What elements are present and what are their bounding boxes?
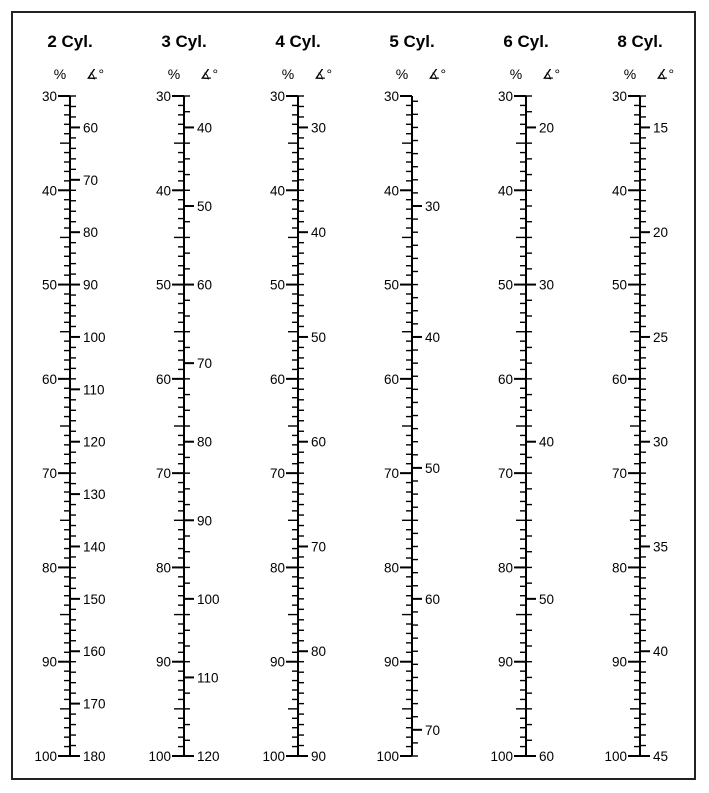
percent-unit-label: %: [395, 66, 409, 82]
percent-label: 90: [383, 654, 399, 670]
angle-label: 90: [83, 277, 99, 293]
percent-label: 80: [383, 560, 399, 576]
percent-label: 50: [497, 277, 513, 293]
percent-label: 100: [34, 749, 57, 764]
angle-label: 60: [311, 434, 327, 450]
percent-label: 90: [611, 654, 627, 670]
percent-unit-label: %: [167, 66, 181, 82]
angle-label: 70: [83, 172, 99, 188]
angle-label: 25: [653, 329, 669, 345]
angle-label: 30: [311, 120, 327, 136]
angle-label: 40: [311, 225, 327, 241]
percent-label: 50: [41, 277, 57, 293]
percent-label: 50: [383, 277, 399, 293]
percent-label: 60: [155, 371, 171, 387]
scale-title: 8 Cyl.: [617, 32, 663, 51]
percent-label: 90: [155, 654, 171, 670]
dwell-angle-unit-label: ∡°: [655, 66, 675, 82]
angle-label: 50: [311, 329, 327, 345]
angle-label: 40: [197, 120, 213, 136]
angle-label: 20: [539, 120, 555, 136]
angle-label: 40: [653, 644, 669, 660]
angle-label: 170: [83, 696, 106, 712]
percent-label: 60: [611, 371, 627, 387]
scale-title: 4 Cyl.: [275, 32, 321, 51]
angle-label: 70: [425, 722, 441, 738]
angle-label: 110: [83, 382, 105, 398]
angle-label: 80: [83, 225, 99, 241]
percent-label: 30: [269, 89, 285, 104]
percent-label: 50: [269, 277, 285, 293]
percent-label: 30: [41, 89, 57, 104]
percent-label: 70: [611, 466, 627, 482]
percent-label: 100: [148, 749, 171, 764]
percent-label: 80: [269, 560, 285, 576]
percent-label: 30: [383, 89, 399, 104]
percent-unit-label: %: [53, 66, 67, 82]
percent-label: 50: [611, 277, 627, 293]
percent-label: 40: [269, 183, 285, 199]
scale-title: 6 Cyl.: [503, 32, 549, 51]
percent-label: 70: [41, 466, 57, 482]
percent-label: 90: [269, 654, 285, 670]
percent-label: 70: [497, 466, 513, 482]
angle-label: 45: [653, 749, 669, 764]
percent-label: 30: [497, 89, 513, 104]
percent-label: 60: [497, 371, 513, 387]
angle-label: 180: [83, 749, 106, 764]
percent-label: 100: [262, 749, 285, 764]
percent-label: 60: [41, 371, 57, 387]
percent-label: 40: [497, 183, 513, 199]
percent-label: 90: [41, 654, 57, 670]
percent-label: 60: [269, 371, 285, 387]
angle-label: 80: [197, 434, 213, 450]
angle-label: 60: [425, 591, 441, 607]
angle-label: 90: [311, 749, 327, 764]
dwell-angle-unit-label: ∡°: [541, 66, 561, 82]
angle-label: 150: [83, 591, 106, 607]
percent-unit-label: %: [281, 66, 295, 82]
dwell-angle-unit-label: ∡°: [427, 66, 447, 82]
angle-label: 110: [197, 670, 219, 686]
percent-unit-label: %: [623, 66, 637, 82]
scale-title: 2 Cyl.: [47, 32, 93, 51]
percent-label: 80: [41, 560, 57, 576]
angle-label: 50: [539, 591, 555, 607]
angle-label: 140: [83, 539, 106, 555]
scale-title: 5 Cyl.: [389, 32, 435, 51]
percent-label: 70: [155, 466, 171, 482]
angle-label: 80: [311, 644, 327, 660]
dwell-angle-unit-label: ∡°: [85, 66, 105, 82]
percent-label: 90: [497, 654, 513, 670]
angle-label: 130: [83, 487, 106, 503]
percent-label: 70: [383, 466, 399, 482]
percent-label: 60: [383, 371, 399, 387]
angle-label: 15: [653, 120, 669, 136]
percent-label: 80: [155, 560, 171, 576]
percent-label: 80: [611, 560, 627, 576]
percent-label: 40: [155, 183, 171, 199]
angle-label: 20: [653, 225, 669, 241]
percent-label: 40: [611, 183, 627, 199]
percent-label: 50: [155, 277, 171, 293]
angle-label: 100: [197, 591, 220, 607]
angle-label: 60: [197, 277, 213, 293]
percent-label: 30: [155, 89, 171, 104]
percent-label: 40: [41, 183, 57, 199]
angle-label: 60: [539, 749, 555, 764]
angle-label: 30: [425, 199, 441, 214]
scale-title: 3 Cyl.: [161, 32, 207, 51]
angle-label: 40: [539, 434, 555, 450]
percent-label: 70: [269, 466, 285, 482]
angle-label: 30: [653, 434, 669, 450]
angle-label: 50: [425, 460, 441, 476]
angle-label: 90: [197, 513, 213, 529]
angle-label: 100: [83, 329, 106, 345]
percent-label: 40: [383, 183, 399, 199]
percent-label: 100: [376, 749, 399, 764]
angle-label: 70: [311, 539, 327, 555]
angle-label: 70: [197, 356, 213, 372]
angle-label: 120: [197, 749, 220, 764]
percent-label: 100: [604, 749, 627, 764]
angle-label: 40: [425, 329, 441, 345]
percent-label: 80: [497, 560, 513, 576]
percent-label: 100: [490, 749, 513, 764]
angle-label: 30: [539, 277, 555, 293]
percent-label: 30: [611, 89, 627, 104]
angle-label: 50: [197, 199, 213, 214]
angle-label: 120: [83, 434, 106, 450]
dwell-angle-unit-label: ∡°: [313, 66, 333, 82]
percent-unit-label: %: [509, 66, 523, 82]
angle-label: 35: [653, 539, 669, 555]
dwell-angle-unit-label: ∡°: [199, 66, 219, 82]
angle-label: 60: [83, 120, 99, 136]
angle-label: 160: [83, 644, 106, 660]
